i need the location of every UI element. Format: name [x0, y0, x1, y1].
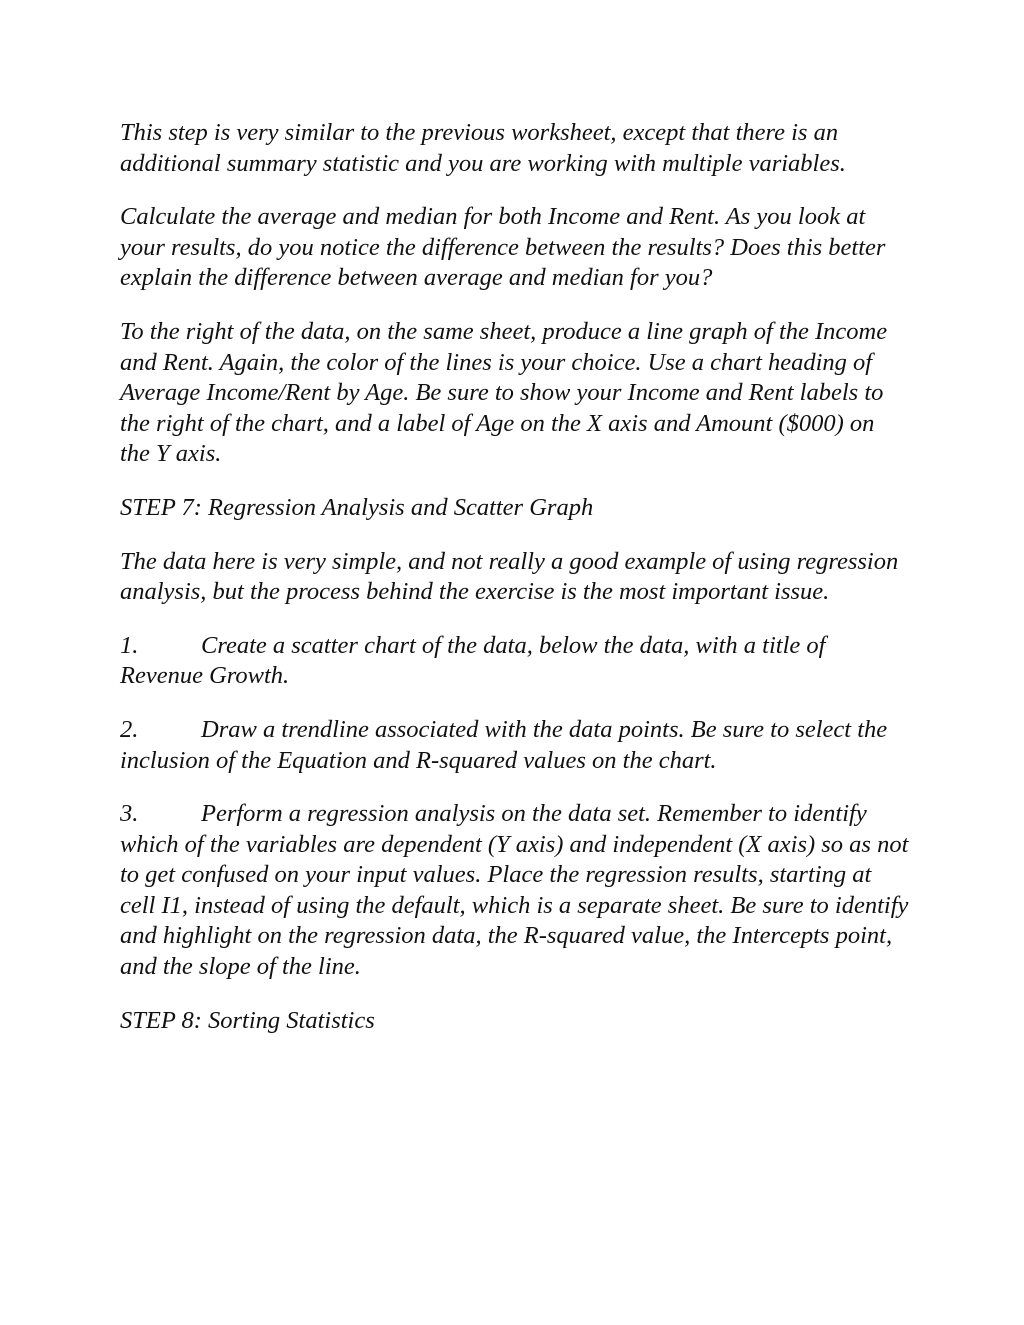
step-7-heading: STEP 7: Regression Analysis and Scatter Graph [120, 493, 594, 521]
step-8-heading: STEP 8: Sorting Statistics [120, 1006, 375, 1034]
item-number: 3. [120, 800, 139, 828]
document-page [120, 118, 910, 1059]
numbered-item-2 [120, 715, 910, 776]
regression-intro-paragraph: The data here is very simple, and not really a good example of using regression analysis, but the process behind the exercise is the most important issue. [120, 547, 899, 606]
item-text: Draw a trendline associated with the data points. Be sure to select the inclusion of the Equation and R-squared values on the chart. [120, 715, 888, 774]
numbered-item-3 [120, 799, 910, 983]
item-text: Perform a regression analysis on the data set. Remember to identify which of the variables are dependent (Y axis) and independent (X axis) so as not to get confused on your input values. Place the regression results, starting at cell I1, instead of using the default, which is a separate sheet. Be sure to identify and highlight on the regression data, the R-squared value, the Intercepts point, and the slope of the line. [120, 800, 909, 981]
line-graph-paragraph: To the right of the data, on the same sheet, produce a line graph of the Income and Rent. Again, the color of the lines is your choice. Use a chart heading of Average Income/Rent by Age. Be sure to show your Income and Rent labels to the right of the chart, and a label of Age on the X axis and Amount ($000) on the Y axis. [120, 317, 888, 468]
average-median-paragraph: Calculate the average and median for both Income and Rent. As you look at your results, do you notice the difference between the results? Does this better explain the difference between average and median for you? [120, 203, 886, 292]
item-number: 2. [120, 715, 139, 743]
item-text: Create a scatter chart of the data, below the data, with a title of Revenue Growth. [120, 631, 826, 690]
item-number: 1. [120, 631, 139, 659]
numbered-item-1 [120, 631, 910, 692]
intro-paragraph: This step is very similar to the previous worksheet, except that there is an additional summary statistic and you are working with multiple variables. [120, 119, 846, 177]
